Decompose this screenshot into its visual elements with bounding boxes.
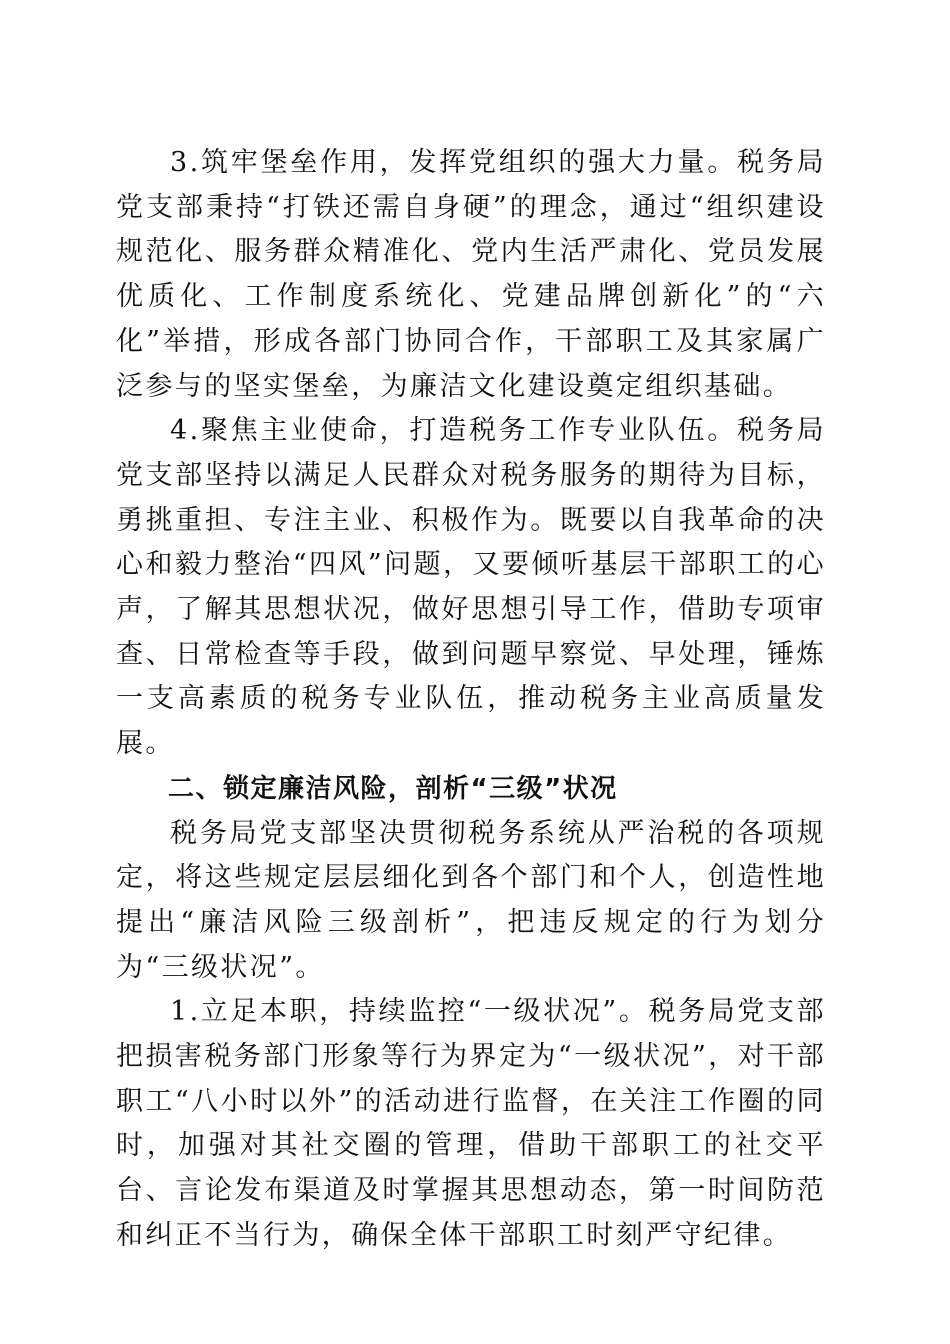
paragraph-point-3: 3.筑牢堡垒作用，发挥党组织的强大力量。税务局党支部秉持“打铁还需自身硬”的理念，通过“组织建设规范化、服务群众精准化、党内生活严肃化、党员发展优质化、工作制度系统化、党建品牌创新化”的“六化”举措，形成各部门协同合作，干部职工及其家属广泛参与的坚实堡垒，为廉洁文化建设奠定组织基础。 (116, 147, 826, 402)
paragraph-point-1: 1.立足本职，持续监控“一级状况”。税务局党支部把损害税务部门形象等行为界定为“一级状况”，对干部职工“八小时以外”的活动进行监督，在关注工作圈的同时，加强对其社交圈的管理，借助干部职工的社交平台、言论发布渠道及时掌握其思想动态，第一时间防范和纠正不当行为，确保全体干部职工时刻严守纪律。 (116, 996, 826, 1251)
section-heading-2: 二、锁定廉洁风险，剖析“三级”状况 (168, 773, 618, 804)
paragraph-section-intro: 税务局党支部坚决贯彻税务系统从严治税的各项规定，将这些规定层层细化到各个部门和个人，创造性地提出“廉洁风险三级剖析”，把违反规定的行为划分为“三级状况”。 (116, 817, 826, 983)
paragraph-point-4: 4.聚焦主业使命，打造税务工作专业队伍。税务局党支部坚持以满足人民群众对税务服务的期待为目标，勇挑重担、专注主业、积极作为。既要以自我革命的决心和毅力整治“四风”问题，又要倾听基层干部职工的心声，了解其思想状况，做好思想引导工作，借助专项审查、日常检查等手段，做到问题早察觉、早处理，锤炼一支高素质的税务专业队伍，推动税务主业高质量发展。 (116, 415, 826, 760)
document-body (116, 141, 826, 1259)
